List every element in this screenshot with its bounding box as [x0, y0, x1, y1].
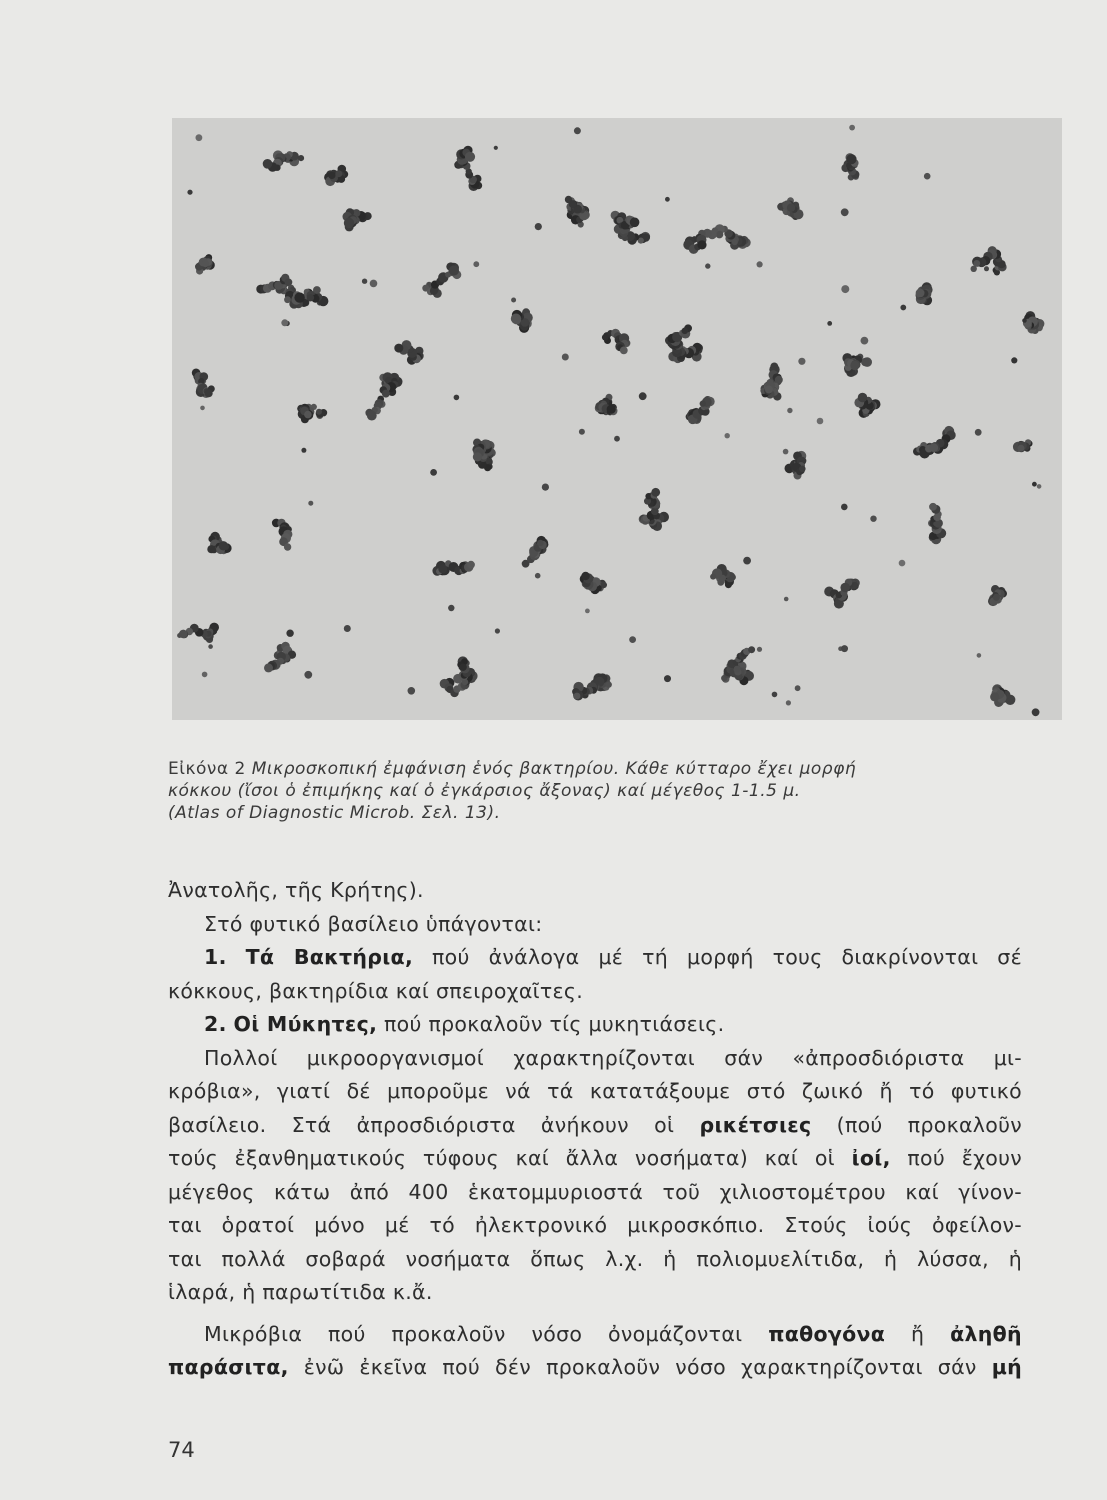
coccus-cell — [448, 605, 454, 611]
coccus-cell — [535, 573, 541, 579]
coccus-cell — [783, 449, 789, 455]
coccus-cell — [858, 393, 868, 403]
term-parasites: παράσιτα, — [168, 1355, 289, 1379]
coccus-cell — [511, 298, 516, 303]
coccus-cell — [264, 663, 273, 672]
term-bacteria: Τά Βακτήρια, — [245, 945, 414, 969]
coccus-cell — [700, 400, 706, 406]
coccus-cell — [344, 218, 354, 228]
coccus-cell — [975, 429, 982, 436]
coccus-cell — [1011, 357, 1017, 363]
coccus-cell — [840, 583, 850, 593]
coccus-cell — [993, 594, 1000, 601]
caption-line-1: Εἰκόνα 2 Μικροσκοπική ἐμφάνιση ἑνός βακτηρίου. Κάθε κύτταρο ἔχει μορφή — [168, 759, 857, 779]
coccus-cell — [574, 693, 581, 700]
term-fungi: Οἱ Μύκητες, — [233, 1012, 378, 1036]
coccus-cell — [408, 687, 416, 695]
coccus-cell — [900, 305, 906, 311]
coccus-cell — [651, 488, 660, 497]
page-number: 74 — [168, 1438, 195, 1462]
coccus-cell — [929, 503, 937, 511]
coccus-cell — [263, 159, 273, 169]
term-non: μή — [991, 1355, 1022, 1379]
paragraph-4: 2. Οἱ Μύκητες, πού προκαλοῦν τίς μυκητιάσεις. — [204, 1012, 725, 1036]
coccus-cell — [990, 692, 999, 701]
term-true: ἀληθῆ — [950, 1321, 1022, 1346]
coccus-cell — [841, 645, 848, 652]
coccus-cell — [511, 314, 521, 324]
paragraph-5-line-1: Πολλοί μικροοργανισμοί χαρακτηρίζονται σάν «ἀπροσδιόριστα μι- — [204, 1045, 1022, 1070]
coccus-cell — [542, 484, 549, 491]
coccus-cell — [301, 448, 306, 453]
coccus-cell — [607, 405, 616, 414]
coccus-cell — [732, 239, 738, 245]
coccus-cell — [473, 261, 479, 267]
coccus-cell — [786, 700, 791, 705]
coccus-cell — [459, 664, 466, 671]
paragraph-2: Στό φυτικό βασίλειο ὑπάγονται: — [204, 911, 543, 936]
coccus-cell — [430, 469, 437, 476]
coccus-cell — [929, 443, 938, 452]
paragraph-6-line-1: Μικρόβια πού προκαλοῦν νόσο ὀνομάζονται παθογόνα ἤ ἀληθῆ — [204, 1321, 1022, 1346]
coccus-cell — [537, 540, 544, 547]
coccus-cell — [757, 647, 762, 652]
coccus-cell — [784, 597, 789, 602]
micrograph-svg — [172, 118, 1062, 720]
coccus-cell — [1032, 482, 1037, 487]
coccus-cell — [187, 190, 192, 195]
coccus-cell — [870, 516, 876, 522]
coccus-cell — [304, 411, 312, 419]
coccus-cell — [664, 675, 671, 682]
coccus-cell — [281, 319, 288, 326]
coccus-cell — [202, 260, 209, 267]
coccus-cell — [629, 636, 636, 643]
paragraph-5-line-4: τούς ἐξανθηματικούς τύφους καί ἄλλα νοσήματα) καί οἱ ἰοί, πού ἔχουν — [168, 1146, 1022, 1170]
coccus-cell — [817, 418, 824, 425]
coccus-cell — [765, 386, 773, 394]
coccus-cell — [977, 653, 982, 658]
paragraph-6-line-2: παράσιτα, ἐνῶ ἐκεῖνα πού δέν προκαλοῦν νόσο χαρακτηρίζονται σάν μή — [168, 1355, 1022, 1379]
coccus-cell — [473, 452, 482, 461]
coccus-cell — [286, 630, 293, 637]
coccus-cell — [772, 692, 778, 698]
coccus-cell — [579, 429, 585, 435]
coccus-cell — [799, 466, 805, 472]
coccus-cell — [682, 328, 689, 335]
coccus-cell — [454, 395, 460, 401]
coccus-cell — [177, 633, 182, 638]
coccus-cell — [494, 146, 498, 150]
coccus-cell — [748, 646, 755, 653]
coccus-cell — [294, 292, 304, 302]
coccus-cell — [308, 501, 313, 506]
paragraph-1: Ἀνατολῆς, τῆς Κρήτης). — [168, 878, 424, 902]
coccus-cell — [465, 152, 475, 162]
coccus-cell — [316, 409, 322, 415]
coccus-cell — [394, 344, 403, 353]
coccus-cell — [205, 389, 213, 397]
coccus-cell — [449, 265, 459, 275]
coccus-cell — [382, 390, 390, 398]
term-viruses: ἰοί, — [851, 1146, 891, 1170]
coccus-cell — [849, 125, 855, 131]
coccus-cell — [495, 628, 500, 633]
paragraph-5-line-8: ἱλαρά, ἡ παρωτίτιδα κ.ἄ. — [168, 1280, 433, 1304]
coccus-cell — [899, 560, 906, 567]
coccus-cell — [370, 280, 378, 288]
coccus-cell — [710, 574, 716, 580]
coccus-cell — [202, 672, 208, 678]
coccus-cell — [787, 204, 795, 212]
coccus-cell — [467, 561, 475, 569]
coccus-cell — [602, 334, 609, 341]
coccus-cell — [535, 223, 542, 230]
coccus-cell — [1018, 445, 1025, 452]
coccus-cell — [705, 263, 710, 268]
coccus-cell — [984, 266, 989, 271]
coccus-cell — [630, 218, 640, 228]
coccus-cell — [562, 354, 569, 361]
caption-lead: Εἰκόνα 2 — [168, 759, 246, 779]
coccus-cell — [841, 208, 849, 216]
caption-line-3: (Atlas of Diagnostic Microb. Σελ. 13). — [168, 803, 501, 823]
body-text — [168, 874, 1022, 1385]
coccus-cell — [614, 436, 620, 442]
coccus-cell — [665, 197, 670, 202]
coccus-cell — [585, 609, 590, 614]
coccus-cell — [639, 392, 647, 400]
coccus-cell — [841, 285, 849, 293]
coccus-cell — [757, 261, 763, 267]
coccus-cell — [841, 504, 848, 511]
coccus-cell — [861, 337, 869, 345]
coccus-cell — [924, 173, 931, 180]
paragraph-5-line-6: ται ὁρατοί μόνο μέ τό ἠλεκτρονικό μικροσκόπιο. Στούς ἰούς ὀφείλον- — [168, 1213, 1022, 1237]
coccus-cell — [328, 172, 335, 179]
bacteria-micrograph — [172, 118, 1062, 720]
coccus-cell — [850, 361, 859, 370]
coccus-cell — [971, 266, 977, 272]
coccus-cell — [846, 154, 856, 164]
coccus-cell — [1037, 484, 1042, 489]
coccus-cell — [219, 541, 228, 550]
term-pathogenic: παθογόνα — [768, 1321, 886, 1346]
figure-caption — [168, 758, 1038, 824]
coccus-cell — [362, 279, 367, 284]
caption-line-2: κόκκου (ἴσοι ὁ ἐπιμήκης καί ὁ ἐγκάρσιος ἄξονας) καί μέγεθος 1-1.5 μ. — [168, 781, 801, 801]
coccus-cell — [697, 240, 706, 249]
coccus-cell — [795, 685, 801, 691]
coccus-cell — [284, 543, 291, 550]
coccus-cell — [798, 358, 805, 365]
coccus-cell — [569, 200, 577, 208]
paragraph-5-line-5: μέγεθος κάτω ἀπό 400 ἑκατομμυριοστά τοῦ χιλιοστομέτρου καί γίνον- — [168, 1179, 1022, 1204]
coccus-cell — [620, 347, 628, 355]
coccus-cell — [601, 582, 607, 588]
term-rickettsiae: ρικέτσιες — [699, 1112, 812, 1137]
paragraph-3-line-1: 1. Τά Βακτήρια, πού ἀνάλογα μέ τή μορφή τους διακρίνονται σέ — [204, 945, 1022, 969]
coccus-cell — [208, 644, 213, 649]
coccus-cell — [827, 321, 832, 326]
coccus-cell — [725, 433, 730, 438]
coccus-cell — [574, 127, 581, 134]
coccus-cell — [196, 134, 203, 141]
coccus-cell — [743, 557, 751, 565]
coccus-cell — [581, 572, 589, 580]
coccus-cell — [344, 625, 351, 632]
coccus-cell — [304, 671, 312, 679]
coccus-cell — [606, 681, 612, 687]
coccus-cell — [1022, 318, 1027, 323]
paragraph-5-line-3: βασίλειο. Στά ἀπροσδιόριστα ἀνήκουν οἱ ρικέτσιες (πού προκαλοῦν — [168, 1112, 1022, 1137]
paragraph-5-line-7: ται πολλά σοβαρά νοσήματα ὅπως λ.χ. ἡ πολιομυελίτιδα, ἡ λύσσα, ἡ — [168, 1246, 1022, 1271]
coccus-cell — [298, 155, 304, 161]
paragraph-5-line-2: κρόβια», γιατί δέ μποροῦμε νά τά κατατάξουμε στό ζωικό ἤ τό φυτικό — [168, 1079, 1022, 1103]
coccus-cell — [367, 411, 377, 421]
coccus-cell — [200, 406, 205, 411]
coccus-cell — [916, 289, 925, 298]
coccus-cell — [1032, 708, 1040, 716]
paragraph-3-line-2: κόκκους, βακτηρίδια καί σπειροχαῖτες. — [168, 978, 584, 1003]
coccus-cell — [787, 408, 792, 413]
coccus-cell — [861, 358, 870, 367]
